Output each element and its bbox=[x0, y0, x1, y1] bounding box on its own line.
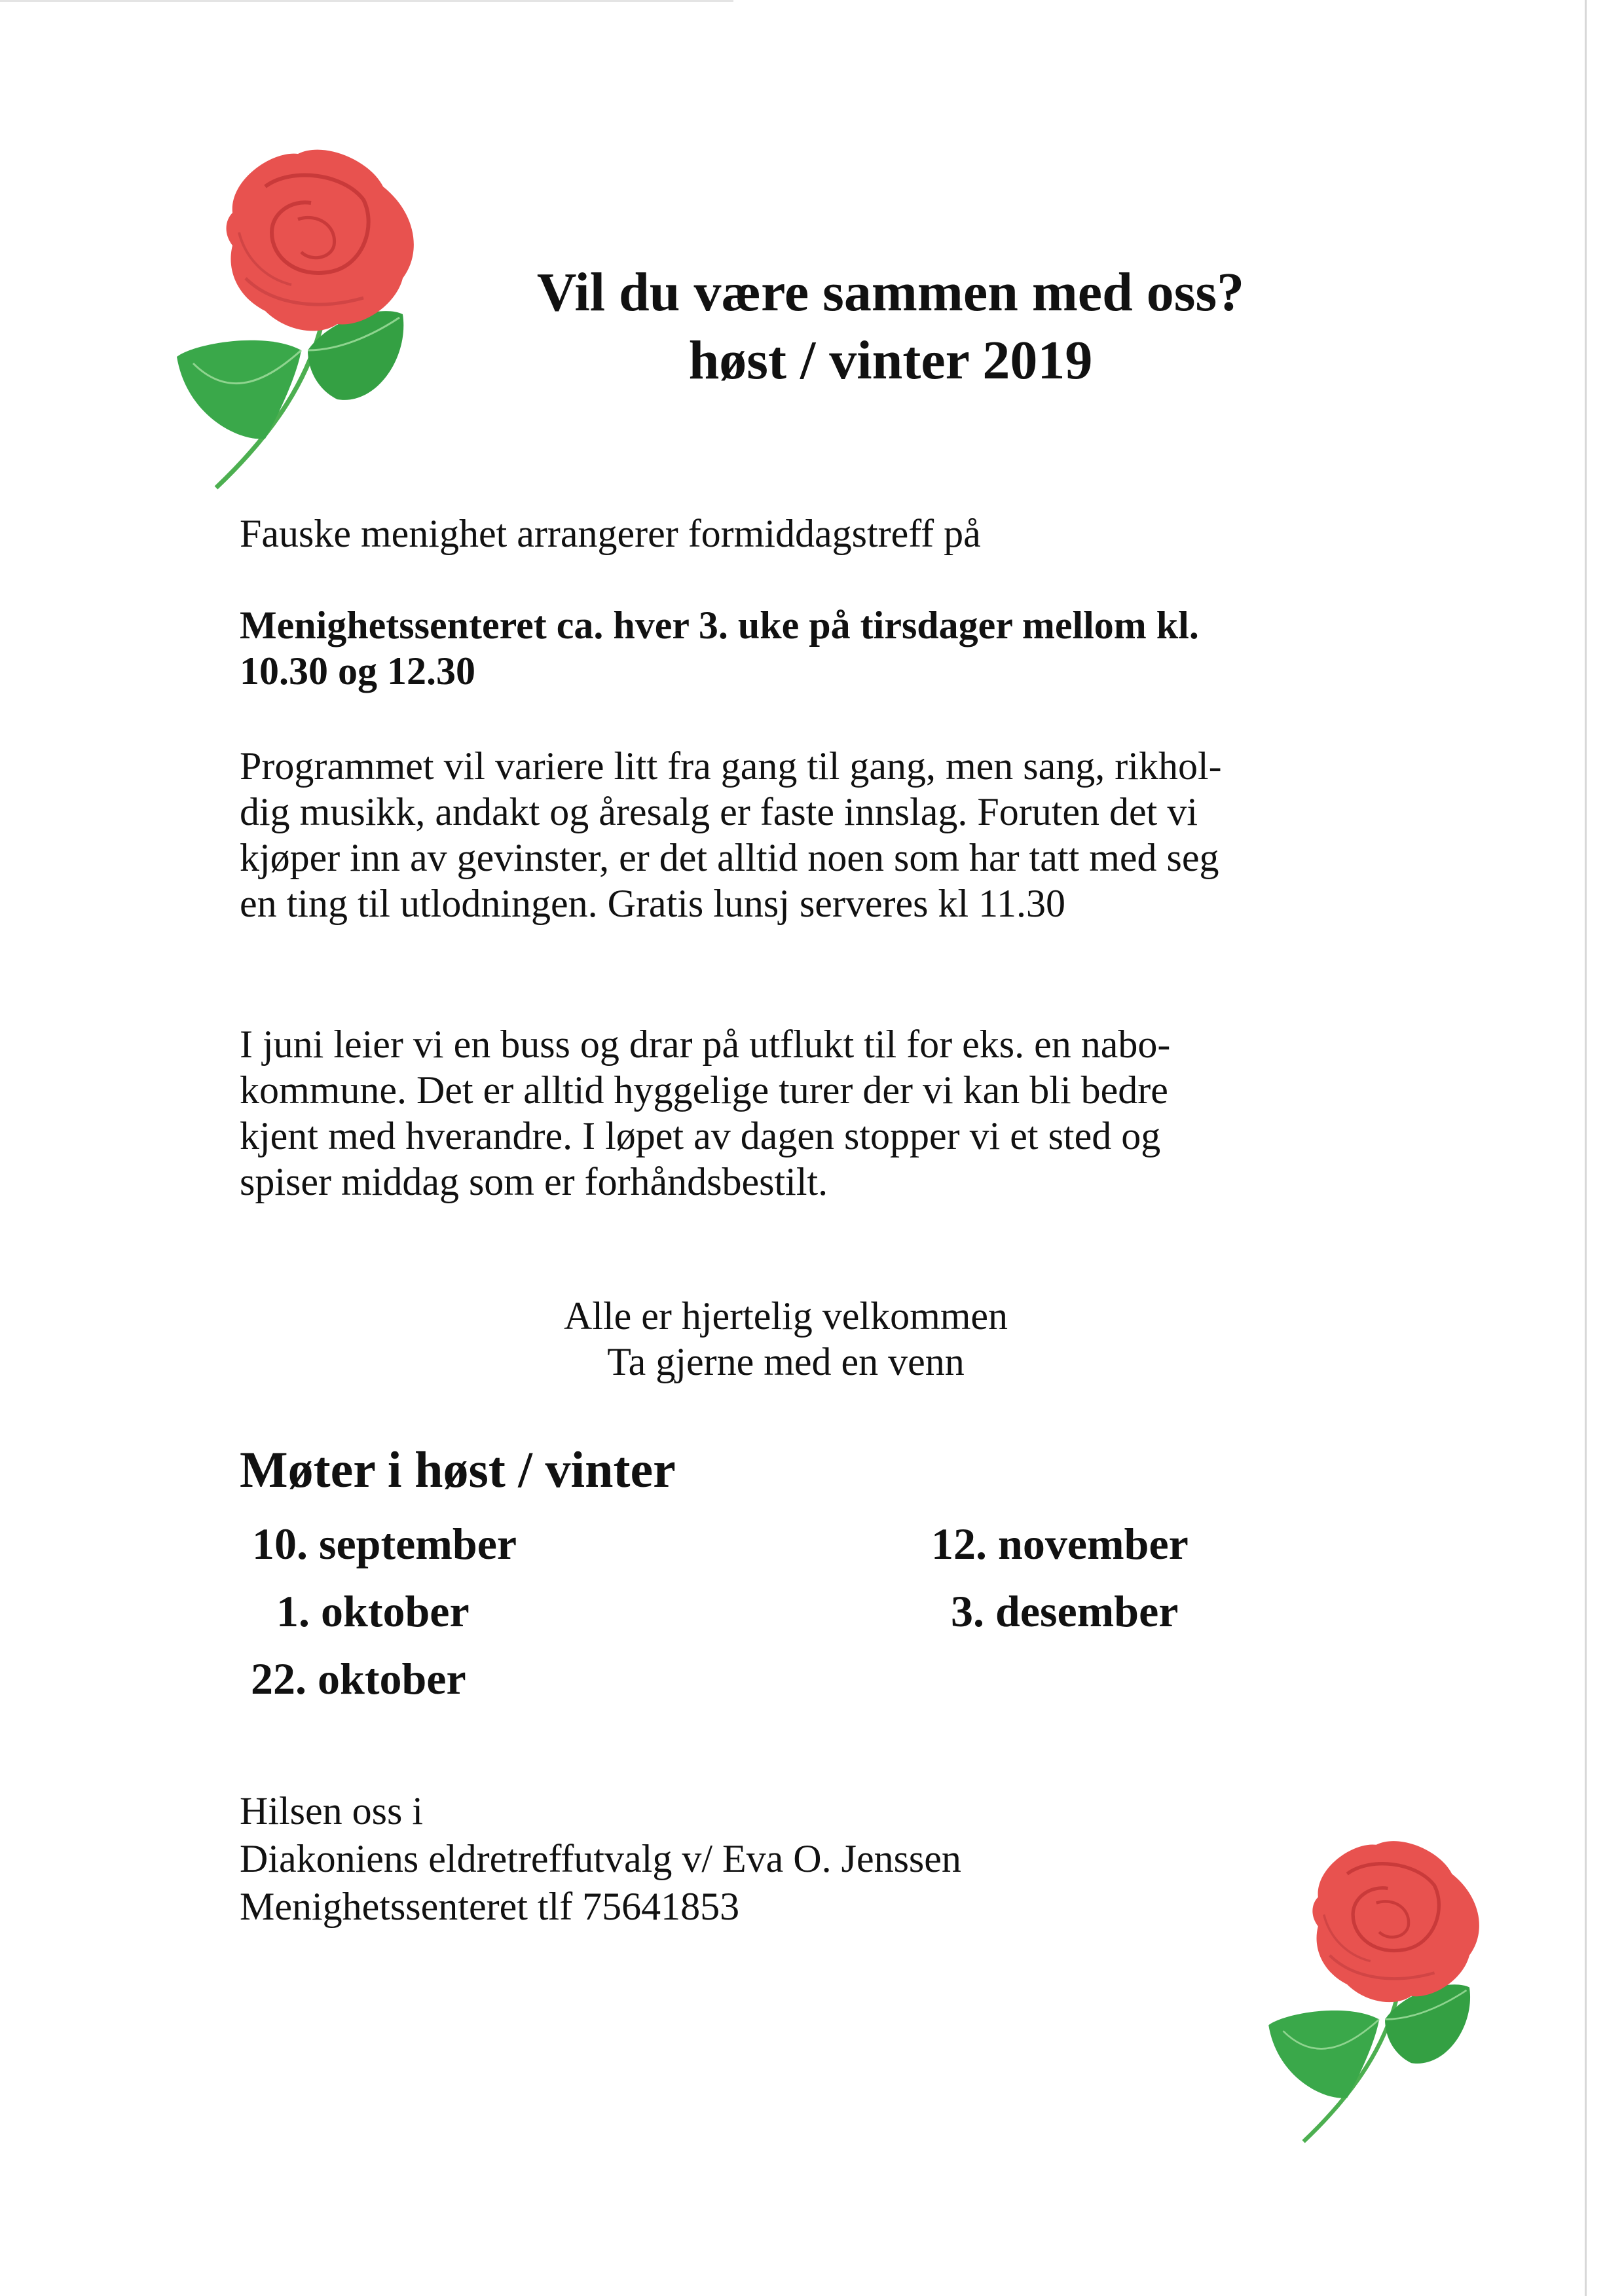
program-line-3: kjøper inn av gevinster, er det alltid noen som har tatt med seg bbox=[240, 836, 1219, 879]
trip-paragraph bbox=[240, 1021, 1353, 1205]
scan-edge-right bbox=[1585, 0, 1587, 2296]
location-line-1: Menighetssenteret ca. hver 3. uke på tirsdager mellom kl. bbox=[240, 604, 1199, 647]
meeting-date: 12. november bbox=[931, 1519, 1189, 1569]
signature-line-3: Menighetssenteret tlf 75641853 bbox=[240, 1885, 740, 1928]
welcome-block bbox=[524, 1293, 1048, 1385]
signature-line-2: Diakoniens eldretreffutvalg v/ Eva O. Jenssen bbox=[240, 1837, 961, 1880]
trip-line-3: kjent med hverandre. I løpet av dagen stopper vi et sted og bbox=[240, 1114, 1161, 1157]
meeting-date: 22. oktober bbox=[251, 1654, 466, 1704]
welcome-line-2: Ta gjerne med en venn bbox=[607, 1340, 965, 1383]
title-line-2: høst / vinter 2019 bbox=[688, 330, 1093, 391]
meeting-date: 3. desember bbox=[951, 1586, 1179, 1636]
page-title bbox=[458, 259, 1323, 395]
trip-line-1: I juni leier vi en buss og drar på utflukt til for eks. en nabo- bbox=[240, 1023, 1171, 1066]
trip-line-2: kommune. Det er alltid hyggelige turer der vi kan bli bedre bbox=[240, 1068, 1168, 1112]
title-line-1: Vil du være sammen med oss? bbox=[536, 262, 1245, 323]
signature-block bbox=[240, 1787, 1353, 1931]
meeting-date: 10. september bbox=[252, 1519, 517, 1569]
meetings-heading: Møter i høst / vinter bbox=[240, 1441, 676, 1498]
location-block bbox=[240, 602, 1353, 694]
welcome-line-1: Alle er hjertelig velkommen bbox=[563, 1294, 1008, 1338]
program-line-1: Programmet vil variere litt fra gang til gang, men sang, rikhol- bbox=[240, 744, 1222, 788]
program-line-2: dig musikk, andakt og åresalg er faste innslag. Foruten det vi bbox=[240, 790, 1198, 833]
signature-line-1: Hilsen oss i bbox=[240, 1789, 424, 1832]
location-line-2: 10.30 og 12.30 bbox=[240, 649, 475, 693]
rose-icon bbox=[167, 141, 449, 494]
intro-text: Fauske menighet arrangerer formiddagstreff på bbox=[240, 512, 981, 555]
program-line-4: en ting til utlodningen. Gratis lunsj serveres kl 11.30 bbox=[240, 882, 1065, 925]
meeting-date: 1. oktober bbox=[276, 1586, 470, 1636]
program-paragraph bbox=[240, 743, 1353, 926]
scan-edge-top bbox=[0, 0, 733, 2]
trip-line-4: spiser middag som er forhåndsbestilt. bbox=[240, 1160, 828, 1203]
